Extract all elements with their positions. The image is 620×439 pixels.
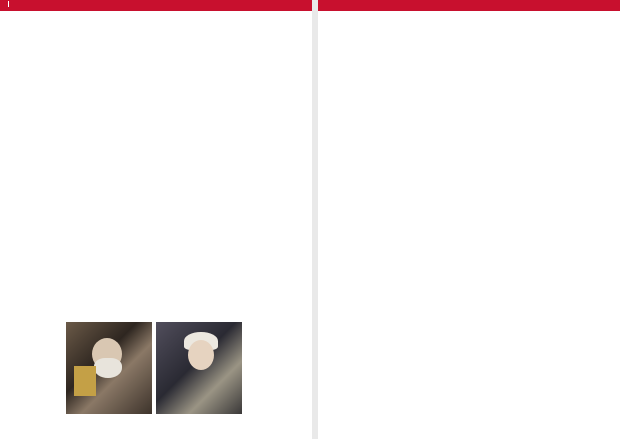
header-bar-left (0, 0, 312, 11)
japanese-article (326, 22, 612, 418)
face-shape (188, 340, 214, 370)
page-gutter (312, 0, 318, 439)
book-shape (74, 366, 96, 396)
photo-frances-esther (156, 322, 242, 414)
header-divider (8, 1, 9, 7)
photo-alfred-crosby (66, 322, 152, 414)
japanese-body (326, 22, 560, 418)
beard-shape (94, 358, 122, 378)
header-bar-right (318, 0, 620, 11)
